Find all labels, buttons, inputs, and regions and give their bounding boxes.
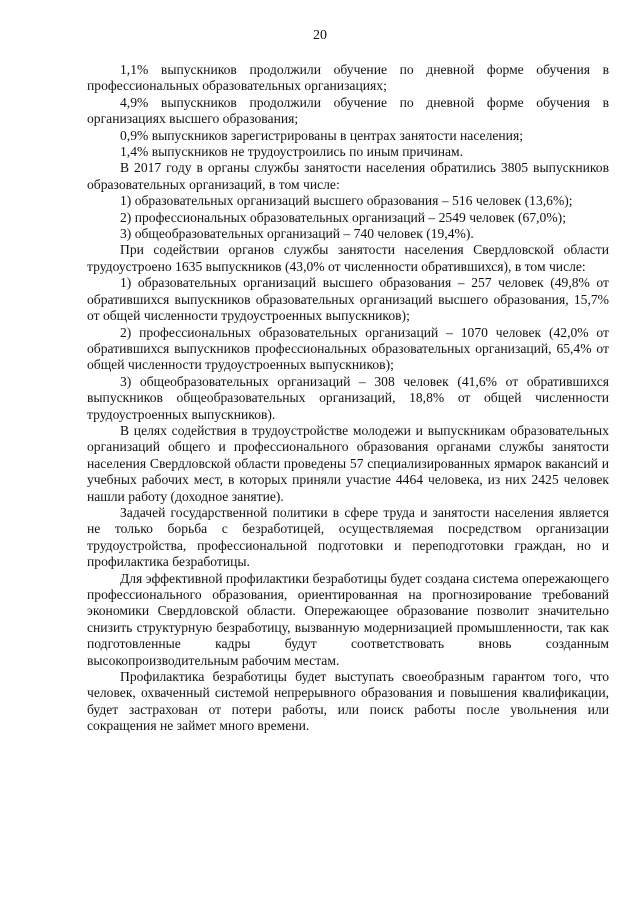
list-item-employed-general: 3) общеобразовательных организаций – 308 человек (41,6% от обратившихся выпускников общеобразовательных организаций, 18,8% от общей численности трудоустроенных выпускников).	[87, 373, 609, 422]
paragraph-state-policy: Задачей государственной политики в сфере труда и занятости населения является не только борьба с безработицей, осуществляемая посредством организации трудоустройства, профессиональной подготовки и переподготовки граждан, но и профилактика безработицы.	[87, 504, 609, 570]
page-number: 20	[313, 28, 327, 43]
paragraph-advanced-education: Для эффективной профилактики безработицы будет создана система опережающего профессионального образования, ориентированная на прогнозирование требований экономики Свердловской области. Опережающее образование позволит значительно снизить структурную безработицу, вызванную модернизацией промышленности, так как подготовленные кадры будут соответствовать вновь созданным высокопроизводительным рабочим местам.	[87, 570, 609, 668]
paragraph-job-fairs: В целях содействия в трудоустройстве молодежи и выпускникам образовательных организаций общего и профессионального образования органами службы занятости населения Свердловской области проведены 57 специализированных ярмарок вакансий и учебных рабочих мест, в которых приняли участие 4464 человека, из них 2425 человек нашли работу (доходное занятие).	[87, 422, 609, 504]
list-item-applied-vocational: 2) профессиональных образовательных организаций – 2549 человек (67,0%);	[120, 209, 566, 225]
paragraph-grads-not-employed: 1,4% выпускников не трудоустроились по иным причинам.	[120, 144, 464, 160]
paragraph-grads-vocational: 1,1% выпускников продолжили обучение по дневной форме обучения в профессиональных образовательных организациях;	[87, 62, 609, 94]
paragraph-grads-registered: 0,9% выпускников зарегистрированы в центрах занятости населения;	[120, 127, 523, 143]
paragraph-employed-total: При содействии органов службы занятости населения Свердловской области трудоустроено 1635 выпускников (43,0% от численности обратившихся), в том числе:	[87, 242, 609, 274]
document-body	[87, 62, 609, 735]
paragraph-grads-higher-ed: 4,9% выпускников продолжили обучение по дневной форме обучения в организациях высшего образования;	[87, 94, 609, 127]
list-item-applied-higher-ed: 1) образовательных организаций высшего образования – 516 человек (13,6%);	[120, 193, 573, 209]
paragraph-unemployment-prevention: Профилактика безработицы будет выступать своеобразным гарантом того, что человек, охваченный системой непрерывного образования и повышения квалификации, будет застрахован от потери работы, или поиск работы после увольнения или сокращения не займет много времени.	[87, 669, 609, 734]
list-item-employed-vocational: 2) профессиональных образовательных организаций – 1070 человек (42,0% от обратившихся выпускников профессиональных образовательных организаций, 65,4% от общей численности трудоустроенных выпускников);	[87, 324, 609, 373]
list-item-employed-higher-ed: 1) образовательных организаций высшего образования – 257 человек (49,8% от обратившихся выпускников образовательных организаций высшего образования, 15,7% от общей численности трудоустроенных выпускников);	[87, 275, 609, 324]
paragraph-2017-applications: В 2017 году в органы службы занятости населения обратились 3805 выпускников образовательных организаций, в том числе:	[87, 160, 609, 192]
list-item-applied-general: 3) общеобразовательных организаций – 740 человек (19,4%).	[120, 226, 474, 242]
